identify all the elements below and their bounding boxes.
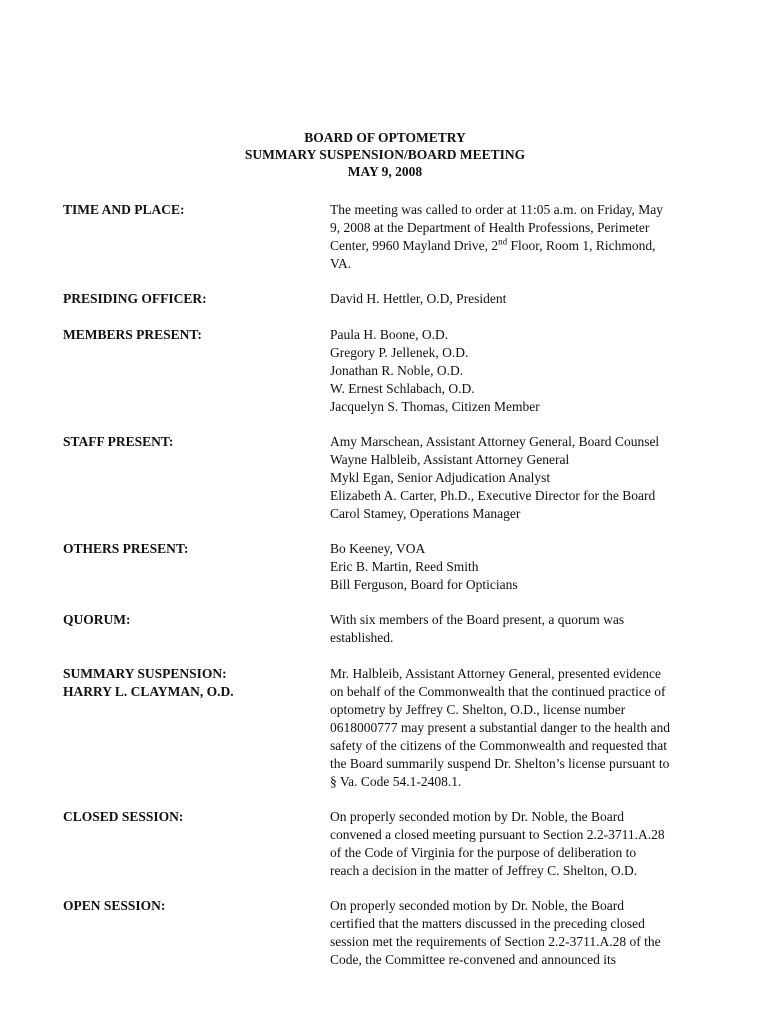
text-line: With six members of the Board present, a quorum was bbox=[330, 612, 625, 627]
text-line: Mr. Halbleib, Assistant Attorney General, presented evidence bbox=[330, 666, 662, 681]
text-fragment: Center, 9960 Mayland Drive, 2 bbox=[330, 238, 499, 253]
content-time-place bbox=[330, 201, 715, 273]
label-text: HARRY L. CLAYMAN, O.D. bbox=[63, 684, 234, 699]
header-subtitle: SUMMARY SUSPENSION/BOARD MEETING bbox=[244, 147, 526, 162]
text-line: safety of the citizens of the Commonwealth and requested that bbox=[330, 738, 668, 753]
label-text: SUMMARY SUSPENSION: bbox=[63, 666, 227, 681]
label-text: OTHERS PRESENT: bbox=[63, 541, 189, 556]
label-others-present bbox=[63, 540, 313, 558]
content-summary-suspension bbox=[330, 665, 715, 791]
label-text: TIME AND PLACE: bbox=[63, 202, 185, 217]
text-line: the Board summarily suspend Dr. Shelton’s license pursuant to bbox=[330, 756, 670, 771]
list-item: Elizabeth A. Carter, Ph.D., Executive Director for the Board bbox=[330, 488, 656, 503]
label-text: STAFF PRESENT: bbox=[63, 434, 174, 449]
list-item: Bo Keeney, VOA bbox=[330, 541, 426, 556]
label-text: MEMBERS PRESENT: bbox=[63, 327, 202, 342]
content-members-present bbox=[330, 326, 715, 416]
list-item: Jonathan R. Noble, O.D. bbox=[330, 363, 464, 378]
text-line: session met the requirements of Section 2.2-3711.A.28 of the bbox=[330, 934, 661, 949]
label-quorum bbox=[63, 611, 313, 629]
text-line: reach a decision in the matter of Jeffrey C. Shelton, O.D. bbox=[330, 863, 638, 878]
list-item: W. Ernest Schlabach, O.D. bbox=[330, 381, 475, 396]
label-members-present bbox=[63, 326, 313, 344]
label-text: OPEN SESSION: bbox=[63, 898, 166, 913]
text-line: David H. Hettler, O.D, President bbox=[330, 291, 507, 306]
list-item: Bill Ferguson, Board for Opticians bbox=[330, 577, 518, 592]
content-open-session bbox=[330, 897, 715, 969]
text-line: convened a closed meeting pursuant to Section 2.2-3711.A.28 bbox=[330, 827, 665, 842]
text-line bbox=[330, 237, 715, 255]
superscript: nd bbox=[498, 236, 508, 247]
label-text: PRESIDING OFFICER: bbox=[63, 291, 207, 306]
content-closed-session bbox=[330, 808, 715, 880]
label-closed-session bbox=[63, 808, 313, 826]
list-item: Paula H. Boone, O.D. bbox=[330, 327, 449, 342]
header-title: BOARD OF OPTOMETRY bbox=[304, 130, 466, 145]
list-item: Jacquelyn S. Thomas, Citizen Member bbox=[330, 399, 540, 414]
text-line: Code, the Committee re-convened and announced its bbox=[330, 952, 617, 967]
content-staff-present bbox=[330, 433, 715, 523]
text-line: On properly seconded motion by Dr. Noble, the Board bbox=[330, 898, 624, 913]
text-line: established. bbox=[330, 630, 394, 645]
text-line: on behalf of the Commonwealth that the continued practice of bbox=[330, 684, 666, 699]
label-staff-present bbox=[63, 433, 313, 451]
content-others-present bbox=[330, 540, 715, 594]
text-line: The meeting was called to order at 11:05 a.m. on Friday, May bbox=[330, 202, 664, 217]
content-quorum bbox=[330, 611, 715, 647]
document-header bbox=[0, 129, 770, 180]
text-line: optometry by Jeffrey C. Shelton, O.D., license number bbox=[330, 702, 626, 717]
list-item: Eric B. Martin, Reed Smith bbox=[330, 559, 479, 574]
list-item: Amy Marschean, Assistant Attorney General, Board Counsel bbox=[330, 434, 660, 449]
text-line: 9, 2008 at the Department of Health Professions, Perimeter bbox=[330, 220, 650, 235]
label-open-session bbox=[63, 897, 313, 915]
text-line: of the Code of Virginia for the purpose of deliberation to bbox=[330, 845, 637, 860]
text-line: certified that the matters discussed in the preceding closed bbox=[330, 916, 645, 931]
text-line: VA. bbox=[330, 256, 352, 271]
label-time-place bbox=[63, 201, 313, 219]
label-summary-suspension bbox=[63, 665, 313, 701]
list-item: Wayne Halbleib, Assistant Attorney General bbox=[330, 452, 570, 467]
label-presiding-officer bbox=[63, 290, 313, 308]
label-text: CLOSED SESSION: bbox=[63, 809, 184, 824]
text-line: § Va. Code 54.1-2408.1. bbox=[330, 774, 462, 789]
header-date: MAY 9, 2008 bbox=[347, 164, 423, 179]
text-line: 0618000777 may present a substantial danger to the health and bbox=[330, 720, 671, 735]
label-text: QUORUM: bbox=[63, 612, 131, 627]
text-line: On properly seconded motion by Dr. Noble, the Board bbox=[330, 809, 624, 824]
content-presiding-officer bbox=[330, 290, 715, 308]
list-item: Gregory P. Jellenek, O.D. bbox=[330, 345, 469, 360]
list-item: Mykl Egan, Senior Adjudication Analyst bbox=[330, 470, 551, 485]
list-item: Carol Stamey, Operations Manager bbox=[330, 506, 521, 521]
text-fragment: Floor, Room 1, Richmond, bbox=[507, 238, 656, 253]
